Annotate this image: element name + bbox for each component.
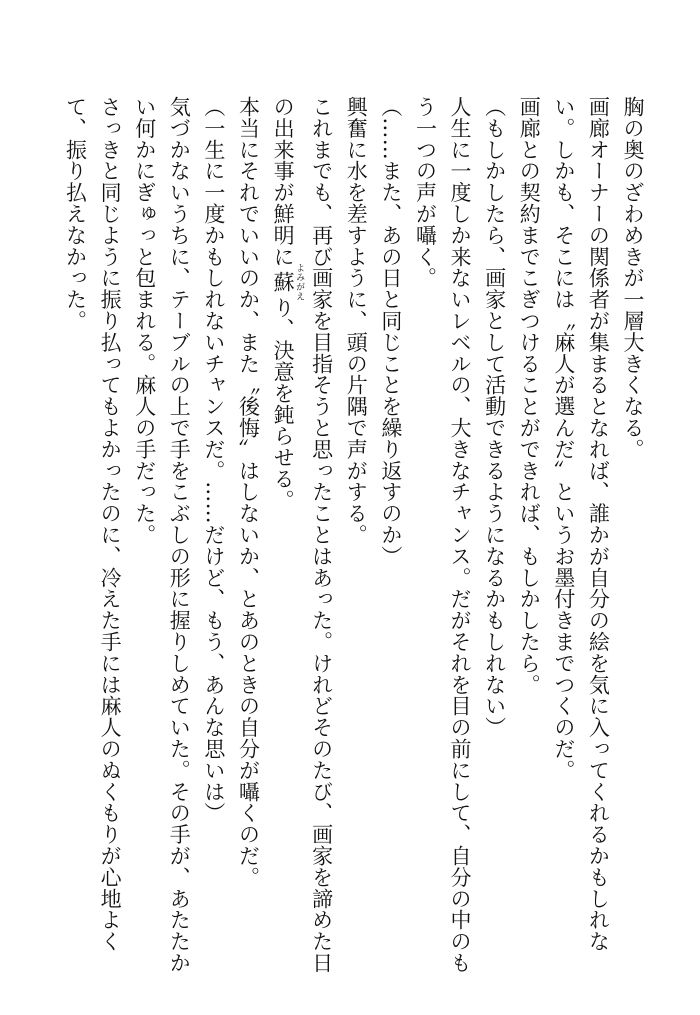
- text-segment: の出来事が鮮明に: [271, 96, 296, 268]
- text-segment: り、決意を鈍らせる。: [271, 296, 296, 511]
- ruby-reading: よみがえ: [294, 263, 305, 301]
- text-line: う一つの声が囁く。: [413, 96, 438, 289]
- text-line: 人生に一度しか来ないレベルの、大きなチャンス。だがそれを目の前にして、自分の中のも: [448, 96, 473, 974]
- vertical-text-body: [44, 96, 650, 976]
- text-line: （もしかしたら、画家として活動できるようになるかもしれない）: [482, 96, 507, 738]
- ruby-base: 蘇: [271, 263, 296, 301]
- text-line: これまでも、再び画家を目指そうと思ったことはあった。けれどそのたび、画家を諦めた日: [309, 96, 334, 974]
- text-line: （一生に一度かもしれないチャンスだ。……だけど、もう、あんな思いは）: [201, 96, 226, 824]
- text-line: 画廊オーナーの関係者が集まるとなれば、誰かが自分の絵を気に入ってくれるかもしれな: [586, 96, 611, 952]
- text-line: （……また、あの日と同じことを繰り返すのか）: [378, 96, 403, 567]
- text-line-with-ruby: [265, 96, 304, 976]
- text-line: 本当にそれでいいのか、また〝後悔〟はしないか、とあのときの自分が囁くのだ。: [236, 96, 261, 888]
- text-line: 胸の奥のざわめきが一層大きくなる。: [621, 96, 645, 460]
- text-line: い何かにぎゅっと包まれる。麻人の手だった。: [132, 96, 157, 546]
- text-line: 気づかないうちに、テーブルの上で手をこぶしの形に握りしめていた。その手が、あたたか: [167, 96, 192, 974]
- text-line: い。しかも、そこには〝麻人が選んだ〟というお墨付きまでつくのだ。: [551, 96, 576, 781]
- text-line: さっきと同じように振り払ってもよかったのに、冷えた手には麻人のぬくもりが心地よく: [98, 96, 123, 952]
- text-line: 画廊との契約までこぎつけることができれば、もしかしたら。: [517, 96, 542, 696]
- text-line: て、振り払えなかった。: [63, 96, 88, 332]
- text-line: 興奮に水を差すように、頭の片隅で声がする。: [344, 96, 369, 546]
- ruby-annotation: [271, 263, 305, 301]
